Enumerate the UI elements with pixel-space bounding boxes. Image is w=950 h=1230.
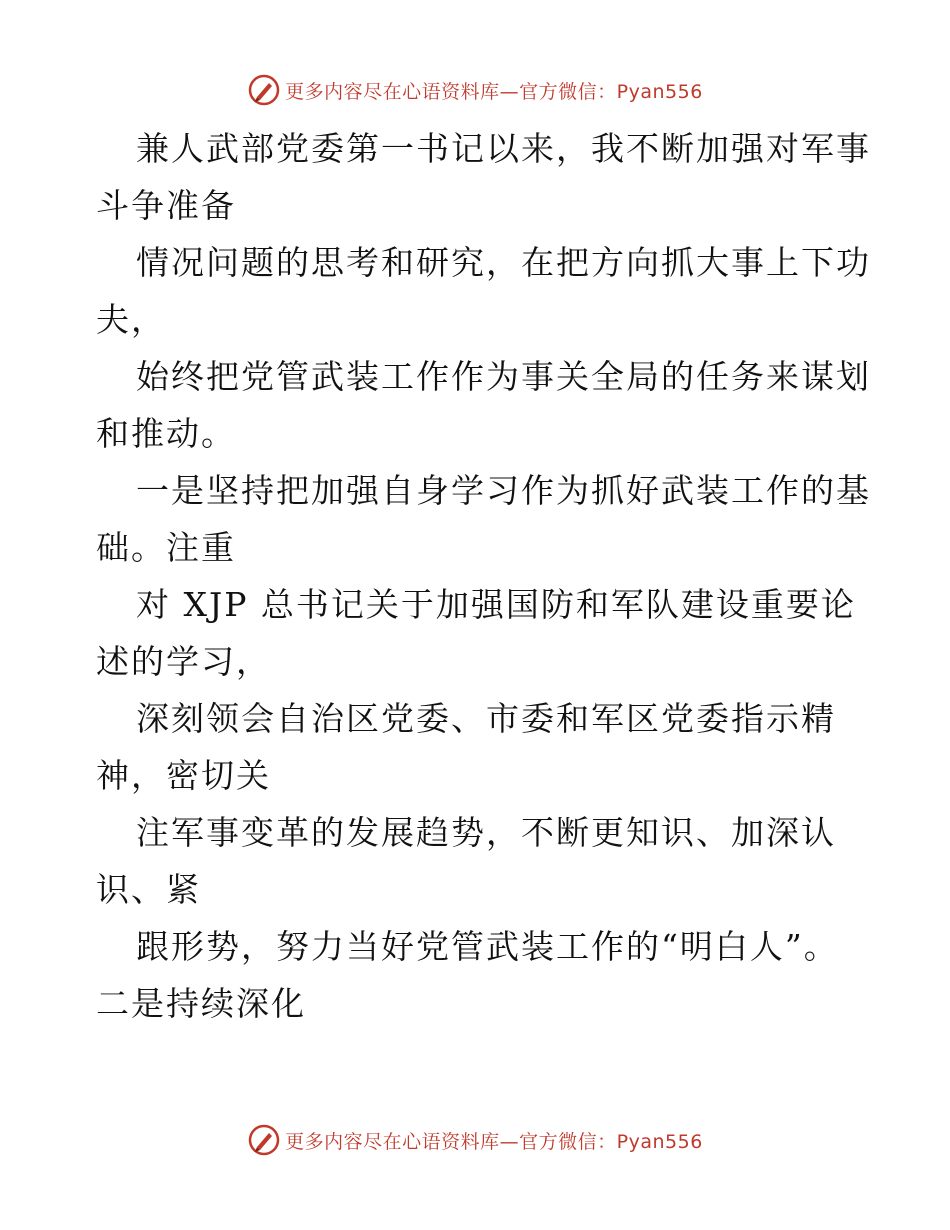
text-line: 注军事变革的发展趋势，不断更知识、加深认 bbox=[136, 813, 836, 852]
watermark-text: 更多内容尽在心语资料库—官方微信：Pyan556 bbox=[285, 1130, 703, 1153]
text-line: 始终把党管武装工作作为事关全局的任务来谋划 bbox=[136, 357, 871, 396]
pen-logo-icon bbox=[247, 73, 281, 107]
text-line: 和推动。 bbox=[96, 414, 236, 453]
text-line: 二是持续深化 bbox=[96, 984, 306, 1023]
text-line: 夫， bbox=[96, 300, 166, 339]
footer-watermark bbox=[0, 1120, 950, 1160]
text-line: 述的学习， bbox=[96, 642, 271, 681]
text-line: 跟形势，努力当好党管武装工作的“明白人”。 bbox=[136, 927, 839, 966]
text-line: 兼人武部党委第一书记以来，我不断加强对军事 bbox=[136, 129, 871, 168]
text-line: 识、紧 bbox=[96, 870, 201, 909]
text-line: 斗争准备 bbox=[96, 186, 236, 225]
text-line: 础。注重 bbox=[96, 528, 236, 567]
text-line: 对 XJP 总书记关于加强国防和军队建设重要论 bbox=[136, 585, 856, 624]
document-body bbox=[96, 120, 871, 1032]
header-watermark bbox=[0, 70, 950, 110]
text-line: 神，密切关 bbox=[96, 756, 271, 795]
watermark-text: 更多内容尽在心语资料库—官方微信：Pyan556 bbox=[285, 80, 703, 103]
pen-logo-icon bbox=[247, 1123, 281, 1157]
text-line: 深刻领会自治区党委、市委和军区党委指示精 bbox=[136, 699, 836, 738]
text-line: 一是坚持把加强自身学习作为抓好武装工作的基 bbox=[136, 471, 871, 510]
text-line: 情况问题的思考和研究，在把方向抓大事上下功 bbox=[136, 243, 871, 282]
